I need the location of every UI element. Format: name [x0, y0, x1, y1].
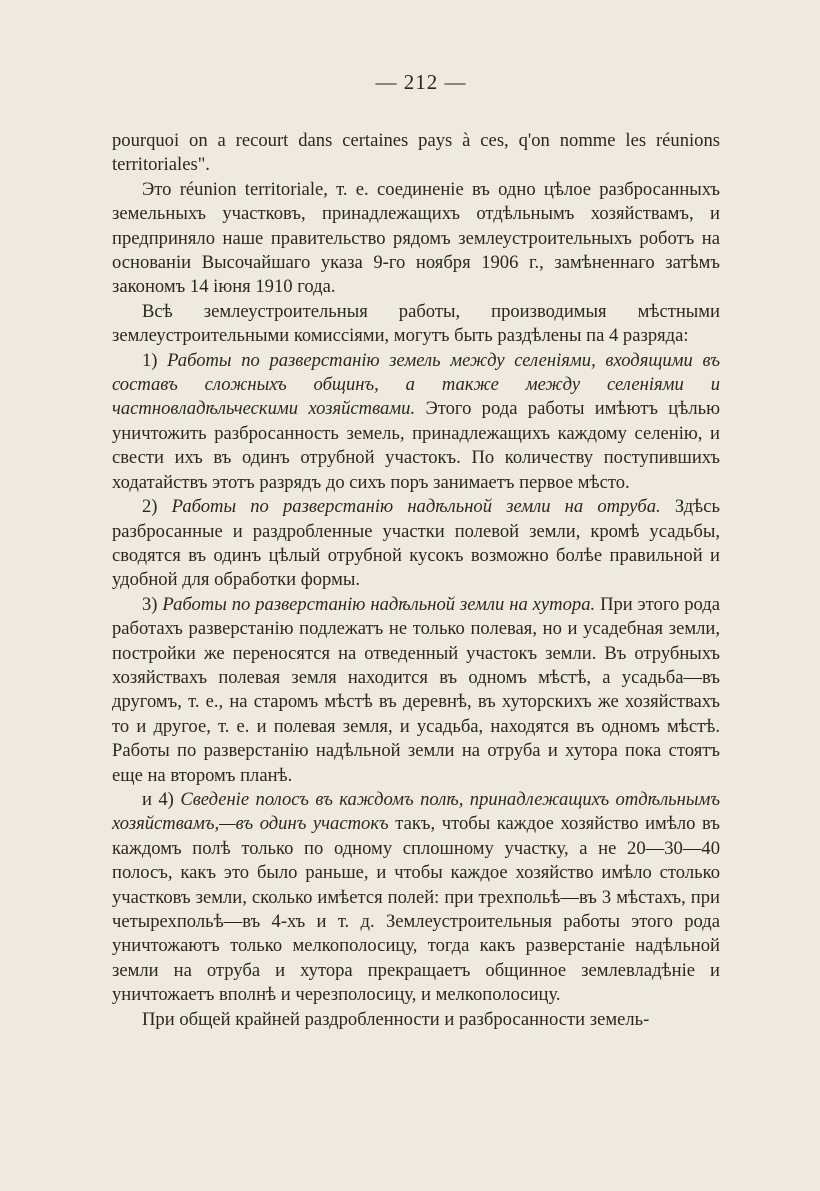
list-item-text: Этого рода работы имѣютъ цѣлью уничтожить разбросанность земель, принадлежащихъ каждому селенію, и свести ихъ въ одинъ отрубной участокъ. По количеству поступившихъ ходатайствъ этотъ разрядъ до сихъ поръ занимаетъ первое мѣсто. — [112, 398, 720, 493]
paragraph-continuation: pourquoi on a recourt dans certaines pays à ces, q'on nomme les réunions territoriales". — [112, 130, 720, 176]
list-item-heading: Работы по разверстанію земель между селеніями, входящими въ составъ сложныхъ общинъ, а также между селеніями и частновладѣльческими хозяйствами. — [112, 349, 720, 420]
list-item-heading: Работы по разверстанію надѣльной земли на хутора. — [162, 593, 596, 615]
paragraph-four-categories: Всѣ землеустроительныя работы, производимыя мѣстными землеустроительными комиссіями, могутъ быть раздѣлены па 4 разряда: — [112, 300, 720, 347]
list-item-1 — [112, 349, 720, 495]
list-item-3 — [112, 593, 720, 788]
list-number: и 4) — [142, 788, 181, 810]
list-item-4 — [112, 788, 720, 1008]
list-number: 1) — [142, 349, 168, 371]
list-number: 3) — [142, 593, 163, 615]
list-item-heading: Работы по разверстанію надѣльной земли на отруба. — [171, 496, 661, 518]
list-number: 2) — [142, 496, 172, 518]
paragraph-territorial-reunion: Это réunion territoriale, т. е. соединеніе въ одно цѣлое разбросанныхъ земельныхъ участковъ, принадлежащихъ отдѣльнымъ хозяйствамъ, и предприняло наше правительство рядомъ землеустроительныхъ роботъ на основаніи Высочайшаго указа 9-го ноября 1906 г., замѣненнаго затѣмъ закономъ 14 іюня 1910 года. — [112, 178, 720, 298]
list-item-text: такъ, чтобы каждое хозяйство имѣло въ каждомъ полѣ только по одному сплошному участку, а не 20—30—40 полосъ, какъ это было раньше, и чтобы каждое хозяйство имѣло столько участковъ земли, сколько имѣется полей: при трехпольѣ—въ 3 мѣстахъ, при четырехпольѣ—въ 4-хъ и т. д. Землеустроительныя работы этого рода уничтожаютъ только мелкополосицу, тогда какъ разверстаніе надѣльной земли на отруба и хутора прекращаетъ общинное землевладѣніе и уничтожаетъ вполнѣ и черезполосицу, и мелкополосицу. — [112, 813, 720, 1006]
list-item-text: Здѣсь разбросанные и раздробленные участки полевой земли, кромѣ усадьбы, сводятся въ одинъ цѣлый отрубной кусокъ возможно болѣе правильной и удобной для обработки формы. — [112, 496, 721, 591]
list-item-text: При этого рода работахъ разверстанію подлежатъ не только полевая, но и усадебная земли, постройки же переносятся на отведенный участокъ земли. Въ отрубныхъ хозяйствахъ полевая земля находится въ одномъ мѣстѣ, а усадьба—въ другомъ, т. е., на старомъ мѣстѣ въ деревнѣ, въ хуторскихъ же хозяйствахъ то и другое, т. е. и полевая земля, и усадьба, находятся въ одномъ мѣстѣ. Работы по разверстанію надѣльной земли на отруба и хутора пока стоятъ еще на второмъ планѣ. — [112, 593, 721, 786]
list-item-2 — [112, 495, 720, 593]
page-number: — 212 — — [375, 70, 467, 94]
list-item-heading: Сведеніе полосъ въ каждомъ полѣ, принадлежащихъ отдѣльнымъ хозяйствамъ,—въ одинъ участокъ — [112, 788, 720, 835]
body-text — [112, 129, 720, 1032]
paragraph-closing: При общей крайней раздробленности и разбросанности земель- — [142, 1008, 650, 1030]
